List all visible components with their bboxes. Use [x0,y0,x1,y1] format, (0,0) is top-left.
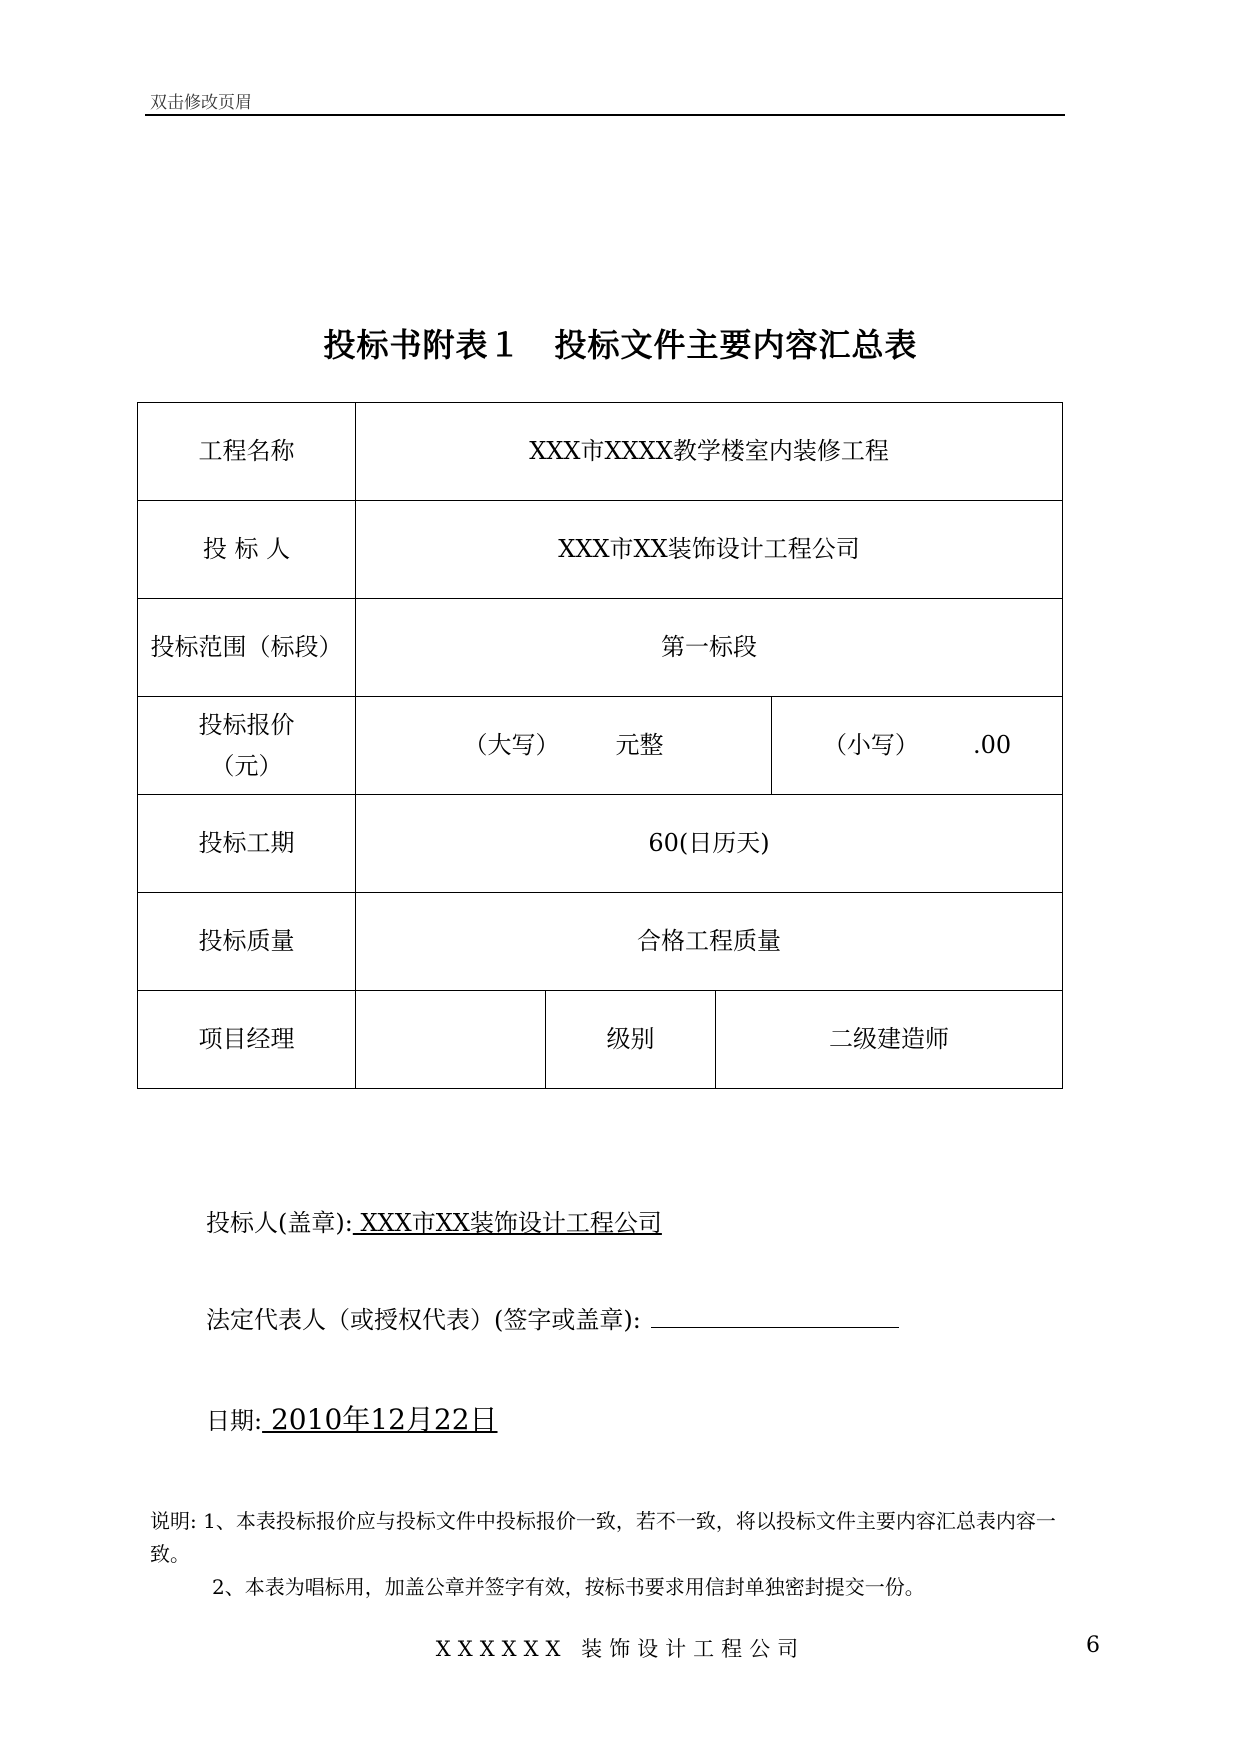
bidder-seal-label: 投标人(盖章): [206,1209,353,1237]
bidder-value: XXX市XX装饰设计工程公司 [356,501,1063,599]
header-divider [145,114,1065,116]
period-label: 投标工期 [138,795,356,893]
price-label-line2: （元） [210,751,283,780]
price-label-line1: 投标报价 [198,710,295,739]
table-row-scope [138,599,1063,697]
legal-rep-label: 法定代表人（或授权代表）(签字或盖章): [206,1306,641,1334]
bidder-label: 投 标 人 [138,501,356,599]
project-name-value: XXX市XXXX教学楼室内装修工程 [356,403,1063,501]
bidder-seal-value: XXX市XX装饰设计工程公司 [352,1209,662,1237]
period-value: 60(日历天) [356,795,1063,893]
date-value: 2010年12月22日 [262,1403,498,1436]
manager-value [356,991,546,1089]
date-line [206,1398,498,1438]
price-lower-value: .00 [972,731,1012,760]
quality-value: 合格工程质量 [356,893,1063,991]
scope-label: 投标范围（标段） [138,599,356,697]
price-upper-value: 元整 [615,731,664,760]
price-label [138,697,356,795]
table-row-quality [138,893,1063,991]
legal-rep-line [206,1300,899,1335]
table-row-project-name [138,403,1063,501]
table-row-price [138,697,1063,795]
document-title: 投标书附表１ 投标文件主要内容汇总表 [323,326,918,364]
note-2: 2、本表为唱标用，加盖公章并签字有效，按标书要求用信封单独密封提交一份。 [212,1575,925,1599]
scope-value: 第一标段 [356,599,1063,697]
footer-company[interactable]: XXXXXX 装饰设计工程公司 [435,1637,806,1661]
date-label: 日期: [206,1407,263,1435]
price-upper-cell [356,697,772,795]
price-upper-label: （大写） [463,731,560,760]
note-1: 说明: 1、本表投标报价应与投标文件中投标报价一致，若不一致，将以投标文件主要内容汇总表内容一致。 [150,1509,1056,1566]
grade-value: 二级建造师 [716,991,1063,1089]
price-lower-cell [772,697,1063,795]
project-name-label: 工程名称 [138,403,356,501]
page-number: 6 [1086,1633,1100,1658]
page-header-text[interactable]: 双击修改页眉 [150,93,252,113]
price-lower-label: （小写） [822,731,919,760]
manager-label: 项目经理 [138,991,356,1089]
bid-summary-table [137,402,1063,1089]
table-row-manager [138,991,1063,1089]
legal-rep-signature-blank[interactable] [651,1305,899,1328]
table-row-period [138,795,1063,893]
bidder-seal-line [206,1203,662,1238]
table-row-bidder [138,501,1063,599]
quality-label: 投标质量 [138,893,356,991]
grade-label: 级别 [546,991,716,1089]
notes-section [150,1505,1060,1604]
